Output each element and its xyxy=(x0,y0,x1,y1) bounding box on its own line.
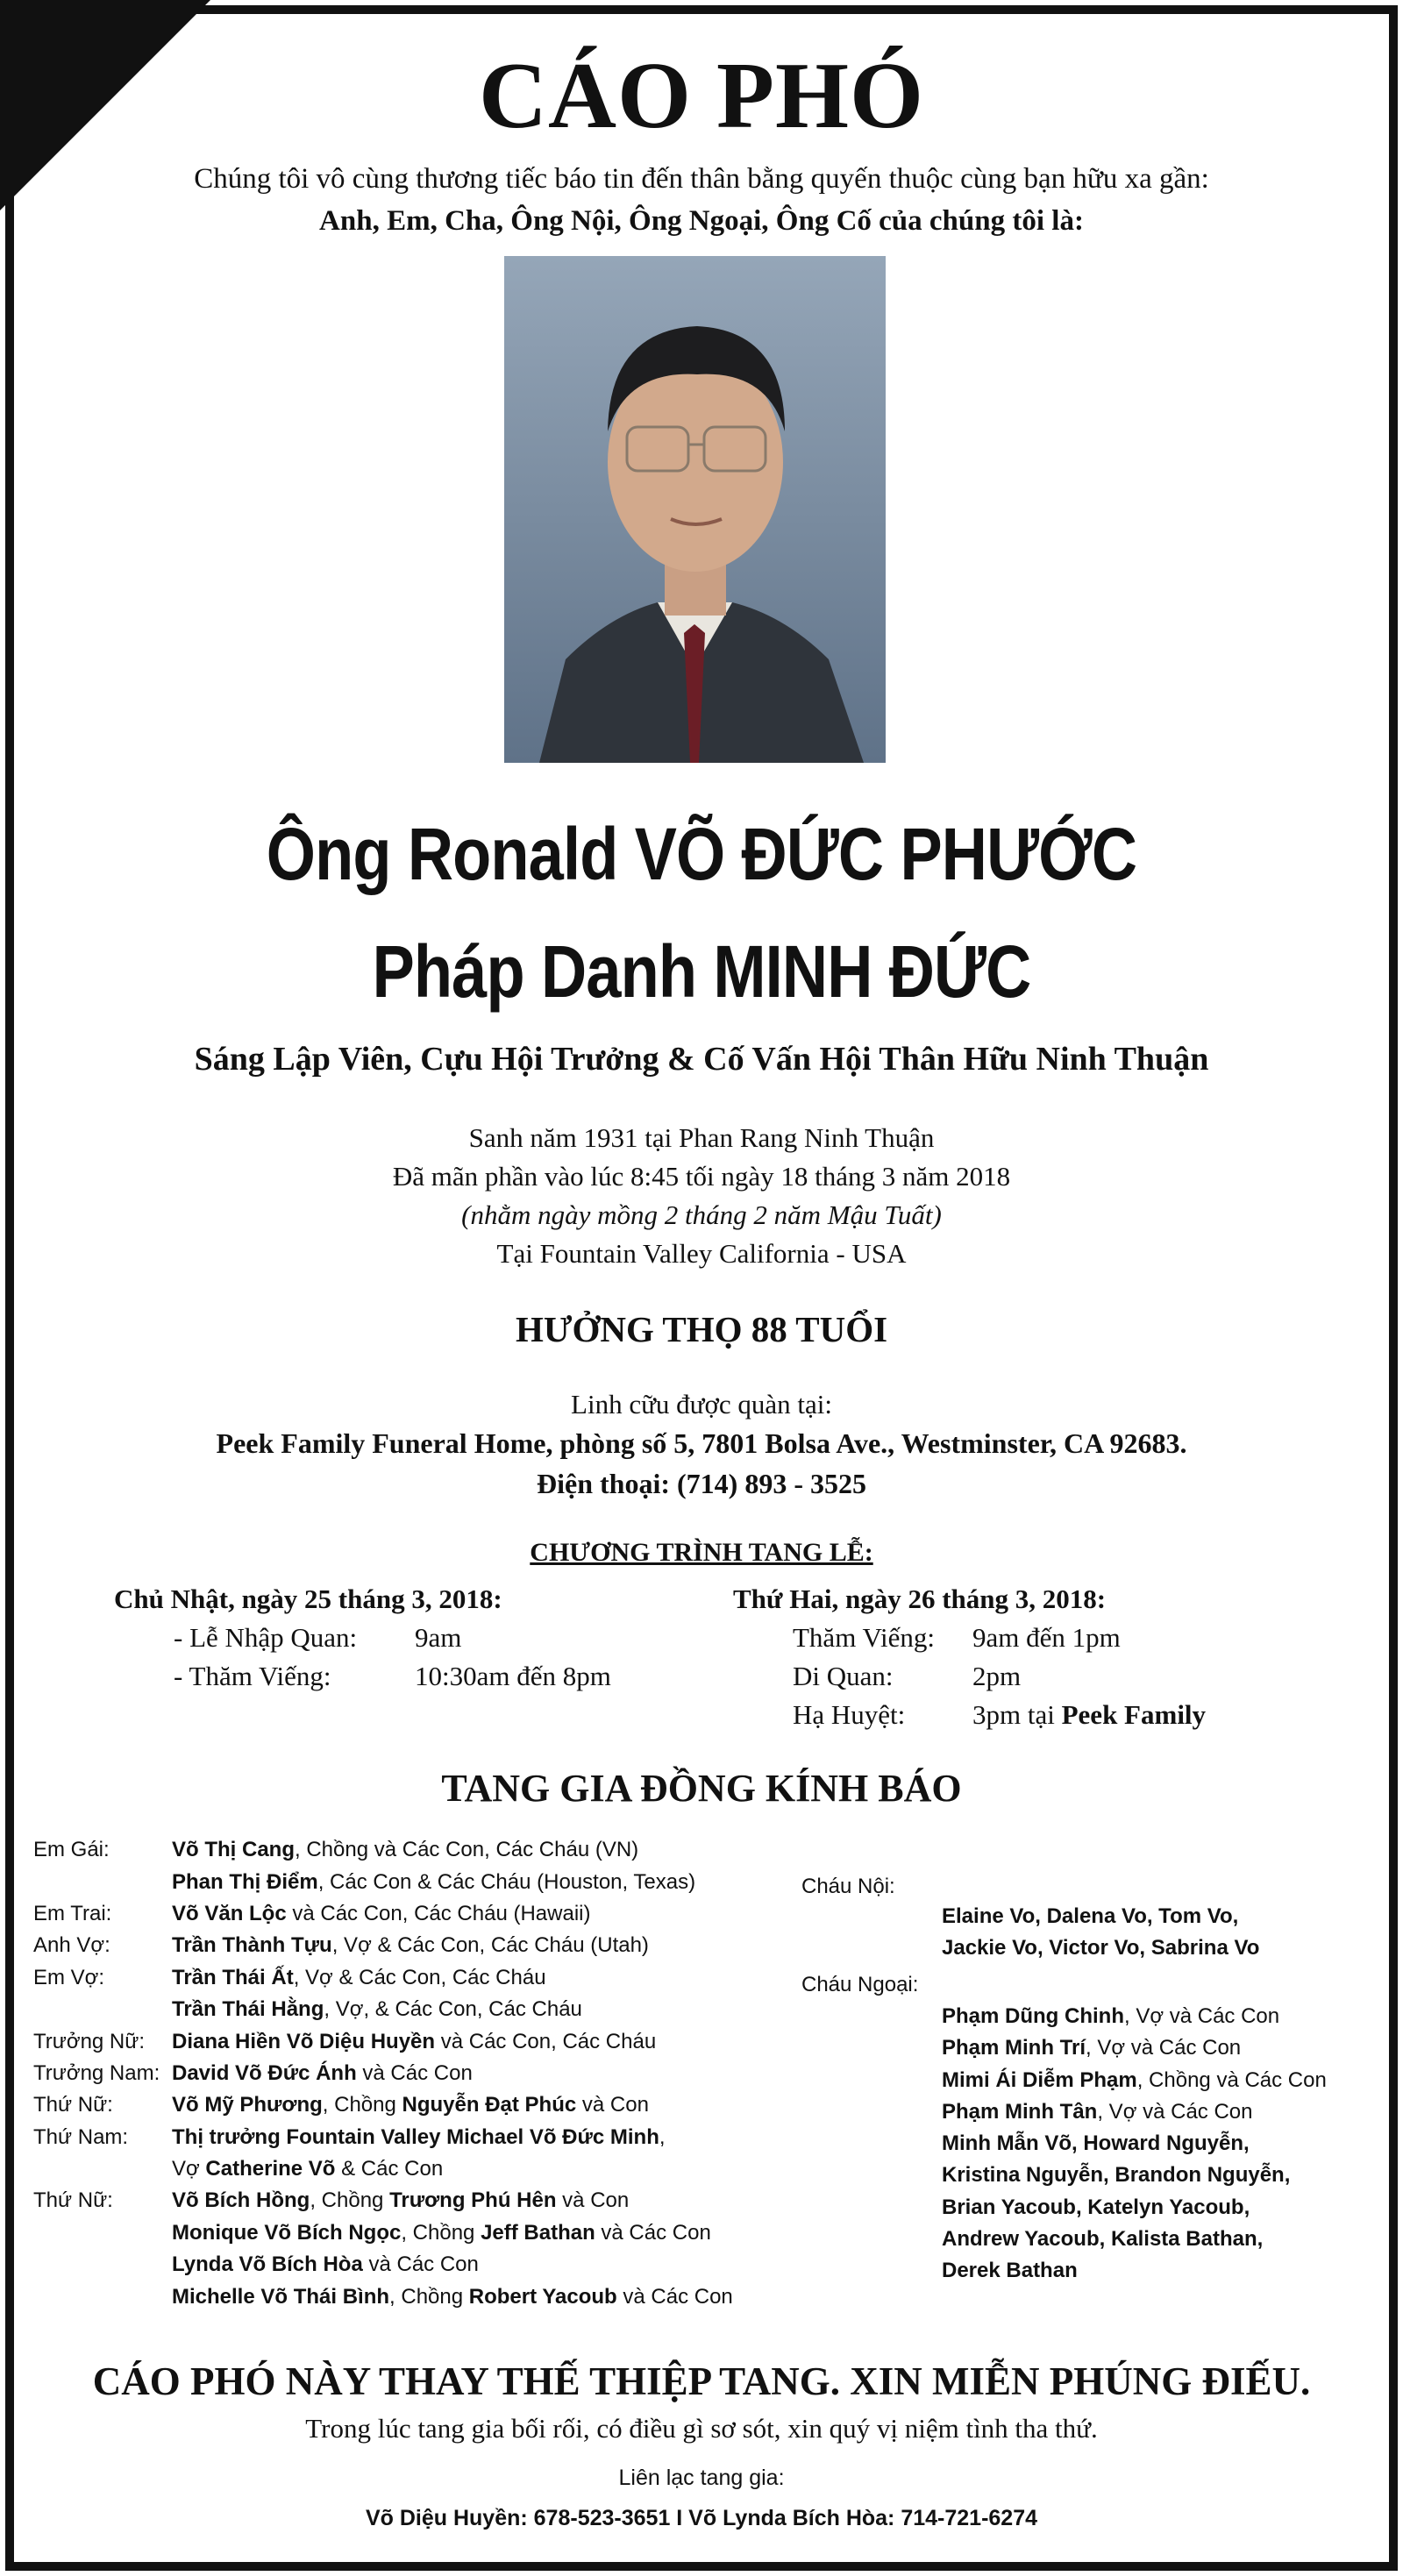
person-name: Diana Hiền Võ Diệu Huyền xyxy=(172,2029,436,2053)
family-members xyxy=(172,2221,711,2245)
apology-line: Trong lúc tang gia bối rối, có điều gì sơ sót, xin quý vị niệm tình tha thứ. xyxy=(305,2413,1098,2444)
family-members xyxy=(172,1933,649,1958)
family-members xyxy=(172,1902,590,1926)
grandchild-line xyxy=(942,2004,1327,2036)
family-members xyxy=(172,2093,649,2117)
family-heading: TANG GIA ĐỒNG KÍNH BÁO xyxy=(441,1767,962,1810)
person-name: Trần Thái Hằng xyxy=(172,1997,324,2022)
program-item-label: Hạ Huyệt: xyxy=(793,1699,906,1730)
grandchild-line xyxy=(942,1936,1259,1968)
family-row xyxy=(33,2153,733,2185)
relation-label: Em Trai: xyxy=(33,1901,112,1925)
grandchild-line xyxy=(942,1904,1259,1936)
grandchildren-ngoai-label: Cháu Ngoại: xyxy=(801,1973,919,1996)
deceased-name: Ông Ronald VÕ ĐỨC PHƯỚC xyxy=(266,813,1137,895)
grandchildren-ngoai-list xyxy=(942,2004,1327,2291)
relation-text: , Vợ và Các Con xyxy=(1123,2004,1280,2028)
person-name: Võ Mỹ Phương xyxy=(172,2093,323,2117)
family-row xyxy=(33,1962,733,1994)
family-members xyxy=(172,2030,656,2054)
person-name: Jeff Bathan xyxy=(481,2220,595,2245)
person-name: Lynda Võ Bích Hòa xyxy=(172,2252,363,2277)
dharma-name-line xyxy=(98,929,1305,1014)
family-members xyxy=(172,1870,695,1895)
person-name: Võ Thị Cang xyxy=(172,1838,295,1862)
person-name: Brian Yacoub, Katelyn Yacoub, xyxy=(942,2195,1250,2219)
relations-line: Anh, Em, Cha, Ông Nội, Ông Ngoại, Ông Cố của chúng tôi là: xyxy=(319,205,1084,237)
grandchild-line xyxy=(942,2131,1327,2163)
relation-text: , Vợ, & Các Con, Các Cháu xyxy=(324,1997,582,2022)
program-item-label: - Lễ Nhập Quan: xyxy=(174,1622,358,1653)
grandchild-line xyxy=(942,2195,1327,2227)
relation-text: và Con xyxy=(576,2093,649,2117)
relation-text: & Các Con xyxy=(335,2157,444,2181)
family-row xyxy=(33,2122,733,2153)
relation-text: , xyxy=(659,2124,666,2149)
no-flowers-notice: CÁO PHÓ NÀY THAY THẾ THIỆP TANG. XIN MIỄN PHÚNG ĐIẾU. xyxy=(92,2359,1311,2403)
relation-text: , Chồng xyxy=(389,2284,469,2309)
person-name: Thị trưởng Fountain Valley Michael Võ Đức Minh xyxy=(172,2124,659,2149)
relation-text: và Các Con, Các Cháu (Hawaii) xyxy=(286,1901,591,1925)
family-row xyxy=(33,2058,733,2089)
family-row xyxy=(33,1866,733,1897)
relation-label: Em Gái: xyxy=(33,1838,110,1862)
relation-label: Thứ Nữ: xyxy=(33,2093,113,2117)
program-item-time: 2pm xyxy=(972,1661,1022,1691)
program-item xyxy=(114,1661,611,1699)
family-row xyxy=(33,2185,733,2217)
person-name: Kristina Nguyễn, Brandon Nguyễn, xyxy=(942,2163,1291,2188)
family-row xyxy=(33,2249,733,2281)
viewing-label: Linh cữu được quàn tại: xyxy=(571,1389,832,1420)
family-members xyxy=(172,2188,629,2213)
family-members xyxy=(172,2252,479,2277)
person-name: Võ Văn Lộc xyxy=(172,1901,287,1925)
relation-text: và Con xyxy=(556,2188,630,2213)
relation-label: Trưởng Nữ: xyxy=(33,2029,145,2053)
family-row xyxy=(33,2025,733,2057)
intro-line: Chúng tôi vô cùng thương tiếc báo tin đến thân bằng quyến thuộc cùng bạn hữu xa gần: xyxy=(194,163,1209,195)
person-name: Mimi Ái Diễm Phạm xyxy=(942,2067,1137,2092)
relation-label: Thứ Nam: xyxy=(33,2124,129,2149)
family-row xyxy=(33,1994,733,2025)
grandchild-line xyxy=(942,2036,1327,2067)
relation-text: và Các Con xyxy=(616,2284,733,2309)
grandchildren-noi-list xyxy=(942,1904,1259,1968)
person-name: Elaine Vo, Dalena Vo, Tom Vo, xyxy=(942,1904,1239,1928)
relation-text: , Chồng và Các Con xyxy=(1136,2067,1327,2092)
relation-text: , Chồng và Các Con, Các Cháu (VN) xyxy=(295,1838,639,1862)
person-name: Phạm Minh Trí xyxy=(942,2036,1086,2060)
family-list xyxy=(33,1834,733,2313)
family-members xyxy=(172,2285,733,2309)
program-day-2 xyxy=(733,1583,1206,1738)
person-name: Phạm Minh Tân xyxy=(942,2099,1098,2124)
program-day-1-date: Chủ Nhật, ngày 25 tháng 3, 2018: xyxy=(114,1583,502,1614)
relation-label: Anh Vợ: xyxy=(33,1933,110,1958)
relation-text: Vợ xyxy=(172,2157,206,2181)
relation-text: , Vợ và Các Con xyxy=(1086,2036,1242,2060)
relation-text: , Các Con & Các Cháu (Houston, Texas) xyxy=(317,1869,696,1894)
person-name: Andrew Yacoub, Kalista Bathan, xyxy=(942,2227,1264,2252)
death-info: Đã mãn phần vào lúc 8:45 tối ngày 18 tháng 3 năm 2018 xyxy=(392,1161,1011,1192)
relation-text: , Chồng xyxy=(310,2188,390,2213)
family-row xyxy=(33,1930,733,1961)
family-members xyxy=(172,2157,443,2181)
grandchildren-noi xyxy=(801,1875,895,1906)
program-item xyxy=(733,1622,1206,1661)
program-item-time: 10:30am đến 8pm xyxy=(415,1661,611,1691)
person-name: Trương Phú Hên xyxy=(389,2188,557,2213)
page-title: CÁO PHÓ xyxy=(479,44,924,148)
age-line: HƯỞNG THỌ 88 TUỔI xyxy=(515,1309,888,1349)
program-item-time: 3pm tại xyxy=(972,1699,1062,1730)
person-name: Trần Thành Tựu xyxy=(172,1933,332,1958)
person-name: Trần Thái Ất xyxy=(172,1965,294,1989)
program-item-time: 9am xyxy=(415,1622,462,1653)
person-name: Nguyễn Đạt Phúc xyxy=(402,2093,577,2117)
program-heading: CHƯƠNG TRÌNH TANG LỄ: xyxy=(530,1538,873,1567)
funeral-home-address: Peek Family Funeral Home, phòng số 5, 7801 Bolsa Ave., Westminster, CA 92683. xyxy=(216,1427,1187,1459)
funeral-home-phone: Điện thoại: (714) 893 - 3525 xyxy=(537,1468,866,1499)
person-name: Catherine Võ xyxy=(205,2157,336,2181)
relation-text: và Các Con xyxy=(356,2060,473,2085)
grandchild-line xyxy=(942,2227,1327,2259)
program-item-label: - Thăm Viếng: xyxy=(174,1661,331,1691)
relation-label: Em Vợ: xyxy=(33,1965,105,1989)
relation-text: và Các Con, Các Cháu xyxy=(435,2029,657,2053)
program-item xyxy=(733,1699,1206,1738)
relation-text: , Chồng xyxy=(401,2220,481,2245)
family-row xyxy=(33,1898,733,1930)
relation-text: , Vợ & Các Con, Các Cháu xyxy=(293,1965,546,1989)
family-row xyxy=(33,2089,733,2121)
birth-info: Sanh năm 1931 tại Phan Rang Ninh Thuận xyxy=(468,1122,935,1153)
dharma-prefix: Pháp Danh xyxy=(372,930,714,1013)
person-name: Robert Yacoub xyxy=(468,2284,617,2309)
grandchild-line xyxy=(942,2163,1327,2195)
death-place: Tại Fountain Valley California - USA xyxy=(496,1238,907,1269)
family-row xyxy=(33,1834,733,1866)
person-name: Phan Thị Điểm xyxy=(172,1869,318,1894)
program-item-label: Thăm Viếng: xyxy=(793,1622,936,1653)
grandchild-line xyxy=(942,2100,1327,2131)
person-name: Võ Bích Hồng xyxy=(172,2188,310,2213)
family-row xyxy=(33,2217,733,2249)
dharma-name: MINH ĐỨC xyxy=(713,930,1031,1013)
program-item xyxy=(733,1661,1206,1699)
family-members xyxy=(172,1997,582,2022)
person-name: Michelle Võ Thái Bình xyxy=(172,2284,390,2309)
contact-numbers: Võ Diệu Huyền: 678-523-3651 I Võ Lynda Bích Hòa: 714-721-6274 xyxy=(365,2506,1038,2530)
person-name: Minh Mẫn Võ, Howard Nguyễn, xyxy=(942,2131,1250,2156)
program-day-1 xyxy=(114,1583,611,1699)
family-members xyxy=(172,2061,473,2086)
relation-text: , Chồng xyxy=(322,2093,402,2117)
program-day-2-date: Thứ Hai, ngày 26 tháng 3, 2018: xyxy=(733,1583,1107,1614)
portrait-photo xyxy=(504,256,886,763)
relation-text: , Vợ & Các Con, Các Cháu (Utah) xyxy=(331,1933,649,1958)
grandchildren-ngoai xyxy=(801,1973,918,2004)
family-row xyxy=(33,2281,733,2312)
grandchildren-noi-label: Cháu Nội: xyxy=(801,1875,895,1898)
burial-location: Peek Family xyxy=(1061,1699,1207,1730)
family-members xyxy=(172,1966,546,1990)
program-item-label: Di Quan: xyxy=(793,1661,894,1691)
deceased-role: Sáng Lập Viên, Cựu Hội Trưởng & Cố Vấn Hội Thân Hữu Ninh Thuận xyxy=(194,1041,1209,1078)
person-name: Monique Võ Bích Ngọc xyxy=(172,2220,402,2245)
grandchild-line xyxy=(942,2259,1327,2290)
lunar-date: (nhằm ngày mồng 2 tháng 2 năm Mậu Tuất) xyxy=(461,1199,942,1230)
family-members xyxy=(172,1838,638,1862)
person-name: Jackie Vo, Victor Vo, Sabrina Vo xyxy=(942,1936,1260,1960)
relation-label: Trưởng Nam: xyxy=(33,2060,160,2085)
relation-label: Thứ Nữ: xyxy=(33,2188,113,2213)
relation-text: và Các Con xyxy=(362,2252,479,2277)
program-item-time: 9am đến 1pm xyxy=(972,1622,1121,1653)
program-item xyxy=(114,1622,611,1661)
family-members xyxy=(172,2125,666,2150)
contact-label: Liên lạc tang gia: xyxy=(618,2466,785,2490)
person-name: Derek Bathan xyxy=(942,2259,1078,2283)
relation-text: , Vợ và Các Con xyxy=(1097,2099,1253,2124)
person-name: Phạm Dũng Chinh xyxy=(942,2004,1124,2028)
grandchild-line xyxy=(942,2068,1327,2100)
person-name: David Võ Đức Ánh xyxy=(172,2060,357,2085)
relation-text: và Các Con xyxy=(595,2220,711,2245)
